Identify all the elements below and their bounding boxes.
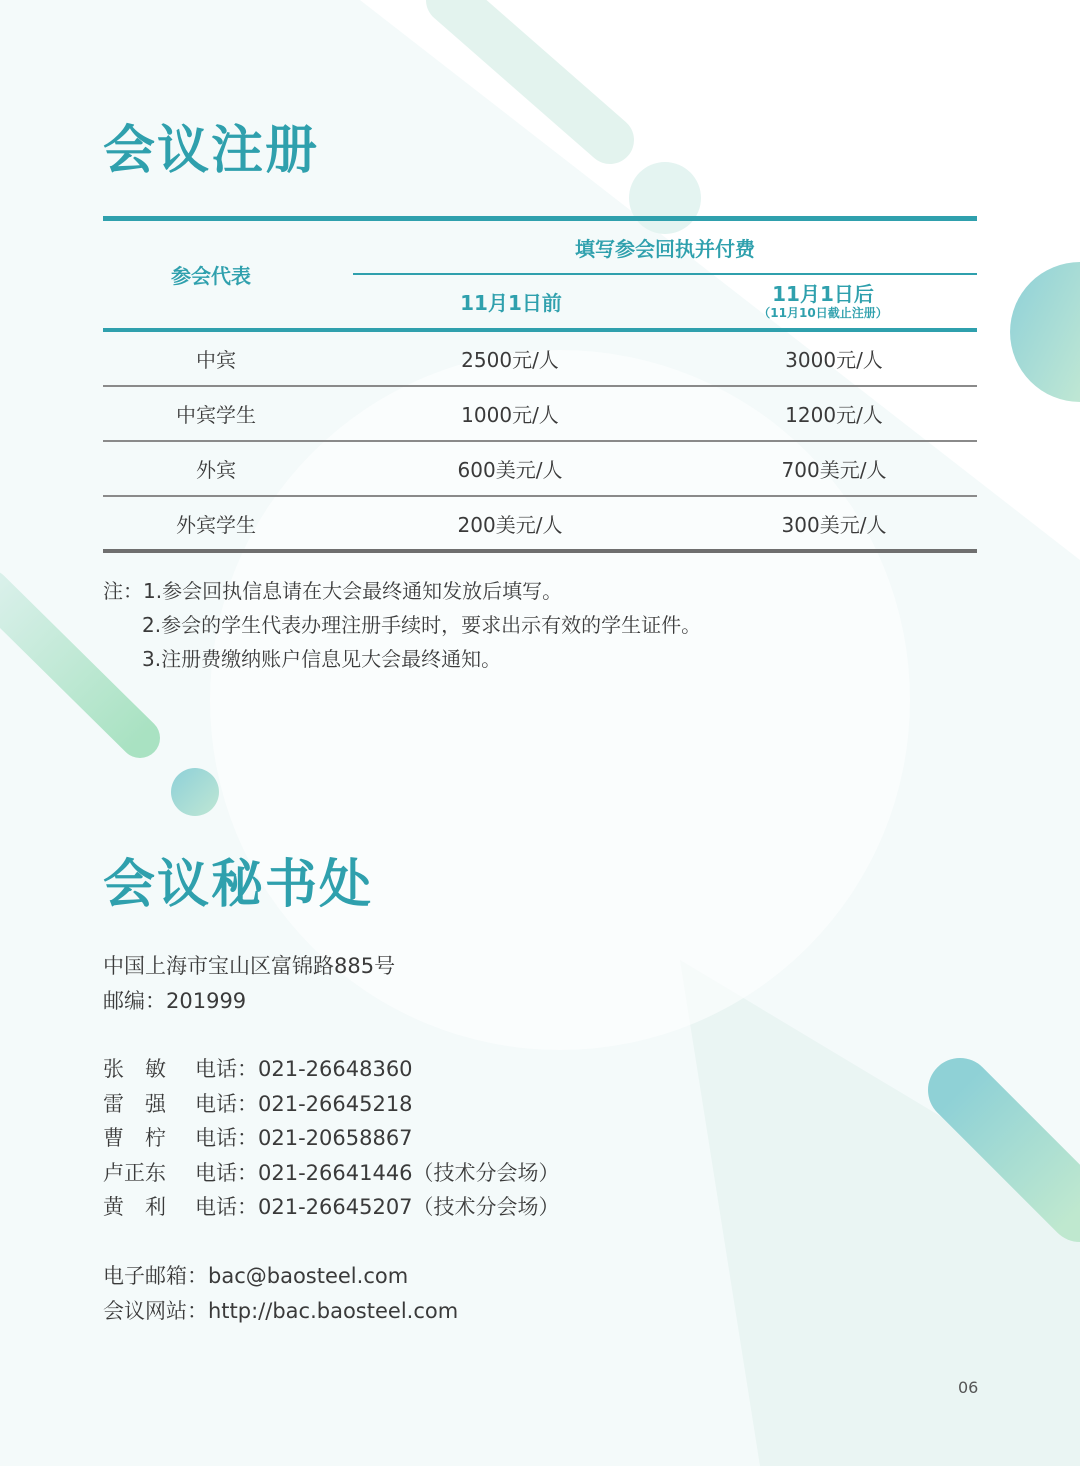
contact-item <box>103 1190 560 1225</box>
header-fill-and-pay: 填写参会回执并付费 <box>575 236 755 261</box>
table-row <box>103 442 977 497</box>
contact-phone: 电话：021-26645207（技术分会场） <box>195 1195 560 1219</box>
contact-item <box>103 1121 560 1156</box>
contact-name: 卢正东 <box>103 1160 166 1185</box>
cell-after: 300美元/人 <box>781 512 887 537</box>
table-header <box>103 221 977 328</box>
postcode: 邮编：201999 <box>103 988 247 1013</box>
cell-type: 外宾学生 <box>176 512 256 537</box>
contact-name: 张 敏 <box>103 1057 166 1081</box>
table-row <box>103 332 977 387</box>
header-before-nov1: 11月1日前 <box>460 291 562 315</box>
note-line: 3.注册费缴纳账户信息见大会最终通知。 <box>142 647 502 671</box>
address: 中国上海市宝山区富锦路885号 <box>103 954 396 978</box>
header-after-note: （11月10日截止注册） <box>758 305 888 320</box>
cell-after: 700美元/人 <box>781 458 887 482</box>
contact-phone: 电话：021-26641446（技术分会场） <box>195 1160 560 1185</box>
web-contact-block <box>103 1259 458 1328</box>
website: 会议网站：http://bac.baosteel.com <box>103 1298 459 1323</box>
contact-list <box>103 1052 560 1225</box>
cell-type: 外宾 <box>196 458 236 482</box>
header-after-label: 11月1日后 <box>772 281 874 306</box>
email: 电子邮箱：bac@baosteel.com <box>103 1264 409 1288</box>
header-representative: 参会代表 <box>171 264 251 288</box>
secretariat-title: 会议秘书处 <box>103 855 374 915</box>
page-number: 06 <box>958 1378 979 1397</box>
cell-before: 1000元/人 <box>461 403 559 427</box>
cell-before: 2500元/人 <box>461 348 559 372</box>
contact-name: 雷 强 <box>103 1091 166 1116</box>
contact-phone: 电话：021-26645218 <box>195 1091 413 1116</box>
note-line: 2.参会的学生代表办理注册手续时，要求出示有效的学生证件。 <box>142 613 702 637</box>
registration-notes <box>103 574 701 676</box>
cell-after: 3000元/人 <box>785 348 883 372</box>
contact-phone: 电话：021-20658867 <box>195 1126 413 1150</box>
cell-type: 中宾学生 <box>176 403 256 427</box>
registration-title: 会议注册 <box>103 121 320 181</box>
cell-type: 中宾 <box>196 348 236 372</box>
contact-phone: 电话：021-26648360 <box>195 1057 413 1081</box>
header-after-nov1 <box>669 275 977 328</box>
cell-before: 600美元/人 <box>457 458 563 482</box>
table-row <box>103 387 977 442</box>
contact-item <box>103 1052 560 1087</box>
cell-before: 200美元/人 <box>457 512 563 537</box>
registration-fee-table <box>103 216 977 553</box>
contact-item <box>103 1087 560 1122</box>
cell-after: 1200元/人 <box>785 403 883 427</box>
contact-name: 曹 柠 <box>103 1126 166 1150</box>
contact-name: 黄 利 <box>103 1195 166 1219</box>
address-block <box>103 949 395 1018</box>
contact-item <box>103 1156 560 1191</box>
note-line: 注：1.参会回执信息请在大会最终通知发放后填写。 <box>103 579 563 603</box>
table-row <box>103 497 977 553</box>
